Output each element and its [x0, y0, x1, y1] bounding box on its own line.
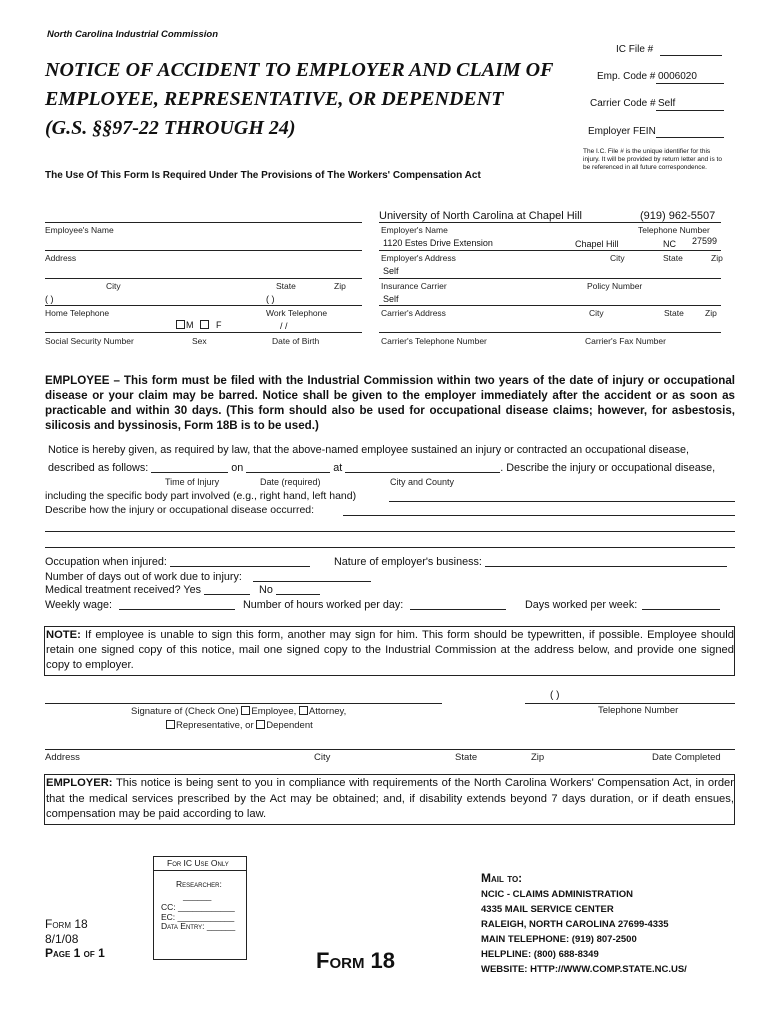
signature-field[interactable]	[45, 703, 442, 704]
occupation-row	[45, 556, 310, 568]
dob-slashes[interactable]: / /	[280, 321, 288, 331]
phone-field-line[interactable]	[45, 305, 362, 306]
carrier-phone-label: Carrier's Telephone Number	[381, 336, 487, 346]
cc-field[interactable]: CC: ____________	[161, 902, 235, 912]
employee-zip-label: Zip	[334, 281, 346, 291]
emp-code-underline	[656, 83, 724, 84]
sex-female-option[interactable]	[200, 320, 222, 330]
weekly-wage-label: Weekly wage:	[45, 599, 113, 611]
form-title-line-3: (G.S. §§97-22 THROUGH 24)	[45, 117, 296, 139]
employer-address-value[interactable]: 1120 Estes Drive Extension	[383, 238, 493, 248]
work-phone-area[interactable]: ( )	[266, 294, 275, 304]
medical-yes-field[interactable]	[204, 584, 250, 595]
medical-yes-label: Medical treatment received? Yes	[45, 584, 202, 596]
employee-filing-notice: EMPLOYEE – This form must be filed with the Industrial Commission within two years of the date of injury or occupational disease or your claim may be barred. Notice shall be given to the employer immediately after the accident or as soon as practicable and within 30 days. (This form should also be used for occupational disease claims; however, for asbestosis, silicosis and byssinosis, Form 18B is to be used.)	[45, 374, 735, 432]
carrier-city-label: City	[589, 308, 604, 318]
sex-male-option[interactable]	[176, 320, 194, 330]
employee-address-field[interactable]	[45, 250, 362, 251]
employer-phone-value[interactable]: (919) 962-5507	[640, 210, 716, 222]
ic-file-note: The I.C. File # is the unique identifier for this injury. It will be provided by return letter and is to be referenced in all future correspondence.	[583, 148, 722, 171]
signature-of-label: Signature of (Check One)	[131, 706, 239, 717]
ic-use-divider	[153, 870, 247, 871]
work-phone-label: Work Telephone	[266, 308, 328, 318]
mail-to-line-3: RALEIGH, NORTH CAROLINA 27699-4335	[481, 919, 669, 930]
form-requirement-text: The Use Of This Form Is Required Under The Provisions of The Workers' Compensation Act	[45, 170, 481, 181]
how-occurred-field-1[interactable]	[343, 515, 735, 516]
employee-checkbox[interactable]	[241, 706, 250, 715]
body-part-field[interactable]	[389, 501, 735, 502]
how-occurred-label: Describe how the injury or occupational disease occurred:	[45, 504, 315, 516]
employer-name-line	[379, 222, 721, 223]
carrier-phone-line[interactable]	[379, 332, 721, 333]
body-part-label: including the specific body part involved (e.g., right hand, left hand)	[45, 490, 357, 502]
carrier-code-underline	[656, 110, 724, 111]
signature-address-line[interactable]	[45, 749, 735, 750]
at-label: at	[333, 462, 343, 474]
employer-notice-label: EMPLOYER:	[46, 777, 113, 789]
researcher-label: Researcher:	[176, 879, 222, 889]
signature-address-label: Address	[45, 752, 80, 763]
policy-number-label: Policy Number	[587, 281, 643, 291]
signature-city-label: City	[314, 752, 331, 763]
carrier-code-label: Carrier Code #	[590, 98, 656, 109]
ssn-sex-dob-line[interactable]	[45, 332, 362, 333]
employee-address-label: Address	[45, 253, 77, 263]
employer-city-label: City	[610, 253, 625, 263]
signature-phone-label: Telephone Number	[598, 705, 679, 716]
how-occurred-field-2[interactable]	[45, 531, 735, 532]
employer-notice-text	[46, 776, 734, 823]
signature-state-label: State	[455, 752, 478, 763]
form-title-line-1: NOTICE OF ACCIDENT TO EMPLOYER AND CLAIM OF	[45, 59, 554, 81]
on-label: on	[231, 462, 244, 474]
signature-phone-area[interactable]: ( )	[550, 690, 560, 701]
employee-option-label: Employee,	[251, 706, 297, 717]
note-body: If employee is unable to sign this form, another may sign for him. This form should be typewritten, if possible. Employee should retain one signed copy of this notice, mail one signed copy to the Industrial Commission at the address below, and provide one signed copy to employer.	[46, 629, 734, 671]
employee-city-field[interactable]	[45, 278, 362, 279]
attorney-checkbox[interactable]	[299, 706, 308, 715]
mail-to-line-5: HELPLINE: (800) 688-8349	[481, 949, 599, 960]
days-week-row	[525, 599, 720, 611]
carrier-address-value[interactable]: Self	[383, 294, 399, 304]
researcher-field[interactable]: ______	[183, 891, 212, 901]
carrier-address-line	[379, 305, 721, 306]
mail-to-line-1: NCIC - CLAIMS ADMINISTRATION	[481, 889, 633, 900]
carrier-code-value[interactable]: Self	[658, 98, 676, 109]
employer-name-value[interactable]: University of North Carolina at Chapel Hill	[379, 210, 582, 222]
representative-option-label: Representative, or	[176, 720, 254, 731]
time-of-injury-field[interactable]	[151, 462, 228, 473]
employer-address-line	[379, 250, 721, 251]
occupation-label: Occupation when injured:	[45, 556, 167, 568]
days-out-row	[45, 571, 371, 583]
employer-telephone-label: Telephone Number	[638, 225, 710, 235]
dob-label: Date of Birth	[272, 336, 320, 346]
days-out-field[interactable]	[253, 571, 371, 582]
how-occurred-field-3[interactable]	[45, 547, 735, 548]
carrier-address-label: Carrier's Address	[381, 308, 446, 318]
sex-male-checkbox[interactable]	[176, 320, 185, 329]
employee-city-label: City	[106, 281, 121, 291]
employer-fein-field[interactable]	[656, 137, 724, 138]
employer-address-label: Employer's Address	[381, 253, 456, 263]
signature-zip-label: Zip	[531, 752, 545, 763]
described-as-label: described as follows:	[48, 462, 149, 474]
emp-code-label: Emp. Code #	[597, 71, 656, 82]
ic-file-label: IC File #	[616, 44, 654, 55]
wage-row	[45, 599, 235, 611]
ssn-label: Social Security Number	[45, 336, 134, 346]
hours-field[interactable]	[410, 599, 506, 610]
medical-row	[45, 584, 320, 596]
employer-city-value[interactable]: Chapel Hill	[575, 239, 619, 249]
employer-fein-label: Employer FEIN	[588, 126, 656, 137]
employer-state-label: State	[663, 253, 683, 263]
home-phone-area[interactable]: ( )	[45, 294, 54, 304]
employee-name-field[interactable]	[45, 222, 362, 223]
date-required-label: Date (required)	[260, 477, 321, 487]
note-text	[46, 628, 734, 673]
form-18-large: Form 18	[316, 948, 396, 973]
insurance-line	[379, 278, 721, 279]
employer-zip-value[interactable]: 27599	[692, 236, 718, 246]
hours-label: Number of hours worked per day:	[243, 599, 404, 611]
date-completed-label: Date Completed	[652, 752, 721, 763]
mail-to-website[interactable]: WEBSITE: HTTP://WWW.COMP.STATE.NC.US/	[481, 964, 687, 975]
described-as-row	[48, 462, 715, 474]
carrier-fax-label: Carrier's Fax Number	[585, 336, 666, 346]
employer-zip-label: Zip	[711, 253, 723, 263]
sex-female-checkbox[interactable]	[200, 320, 209, 329]
home-phone-label: Home Telephone	[45, 308, 110, 318]
signature-phone-line[interactable]	[525, 703, 735, 704]
employer-state-value[interactable]: NC	[663, 239, 676, 249]
insurance-carrier-label: Insurance Carrier	[381, 281, 447, 291]
city-county-label: City and County	[390, 477, 455, 487]
city-county-field[interactable]	[345, 462, 500, 473]
form-title-line-2: EMPLOYEE, REPRESENTATIVE, OR DEPENDENT	[45, 88, 504, 110]
mail-to-title: Mail to:	[481, 871, 523, 885]
attorney-option-label: Attorney,	[308, 706, 347, 717]
dependent-checkbox[interactable]	[256, 720, 265, 729]
notice-given-line: Notice is hereby given, as required by law, that the above-named employee sustained an injury or contracted an occupational disease,	[48, 444, 689, 456]
business-row	[334, 556, 727, 568]
days-out-label: Number of days out of work due to injury:	[45, 571, 242, 583]
page-indicator: Page 1 of 1	[45, 946, 105, 960]
medical-no-label: No	[259, 584, 273, 596]
employer-name-label: Employer's Name	[381, 225, 448, 235]
employer-notice-body: This notice is being sent to you in compliance with requirements of the North Carolina Workers' Compensation Act, in order that the medical services prescribed by the Act may be obtained; and, if disability extends beyond 7 days duration, or if death ensues, compensation may be paid according to law.	[46, 777, 734, 820]
signature-check-row-2	[166, 720, 313, 731]
signature-check-row	[131, 706, 346, 717]
mail-to-line-2: 4335 MAIL SERVICE CENTER	[481, 904, 614, 915]
sex-female-label: F	[216, 320, 222, 330]
data-entry-field[interactable]: Data Entry: ______	[161, 921, 236, 931]
sex-label: Sex	[192, 336, 207, 346]
sex-male-label: M	[186, 320, 194, 330]
days-week-label: Days worked per week:	[525, 599, 638, 611]
employee-name-label: Employee's Name	[45, 225, 114, 235]
ic-file-field[interactable]	[660, 55, 722, 56]
emp-code-value[interactable]: 0006020	[658, 71, 697, 82]
describe-injury-label: . Describe the injury or occupational disease,	[500, 462, 716, 474]
carrier-state-label: State	[664, 308, 684, 318]
days-week-field[interactable]	[642, 599, 720, 610]
medical-no-field[interactable]	[276, 584, 320, 595]
carrier-zip-label: Zip	[705, 308, 717, 318]
ec-field[interactable]: EC: ____________	[161, 912, 235, 922]
business-field[interactable]	[485, 556, 727, 567]
dependent-option-label: Dependent	[266, 720, 313, 731]
form-id-label: Form 18	[45, 917, 88, 931]
employee-state-label: State	[276, 281, 296, 291]
representative-checkbox[interactable]	[166, 720, 175, 729]
time-of-injury-label: Time of Injury	[165, 477, 220, 487]
insurance-carrier-value[interactable]: Self	[383, 266, 399, 276]
ic-use-title: For IC Use Only	[167, 858, 229, 868]
occupation-field[interactable]	[170, 556, 310, 567]
date-of-injury-field[interactable]	[246, 462, 330, 473]
agency-name: North Carolina Industrial Commission	[47, 29, 219, 40]
hours-row	[243, 599, 506, 611]
mail-to-line-4: MAIN TELEPHONE: (919) 807-2500	[481, 934, 637, 945]
form-date: 8/1/08	[45, 932, 79, 946]
business-label: Nature of employer's business:	[334, 556, 482, 568]
weekly-wage-field[interactable]	[119, 599, 235, 610]
note-label: NOTE:	[46, 629, 81, 641]
